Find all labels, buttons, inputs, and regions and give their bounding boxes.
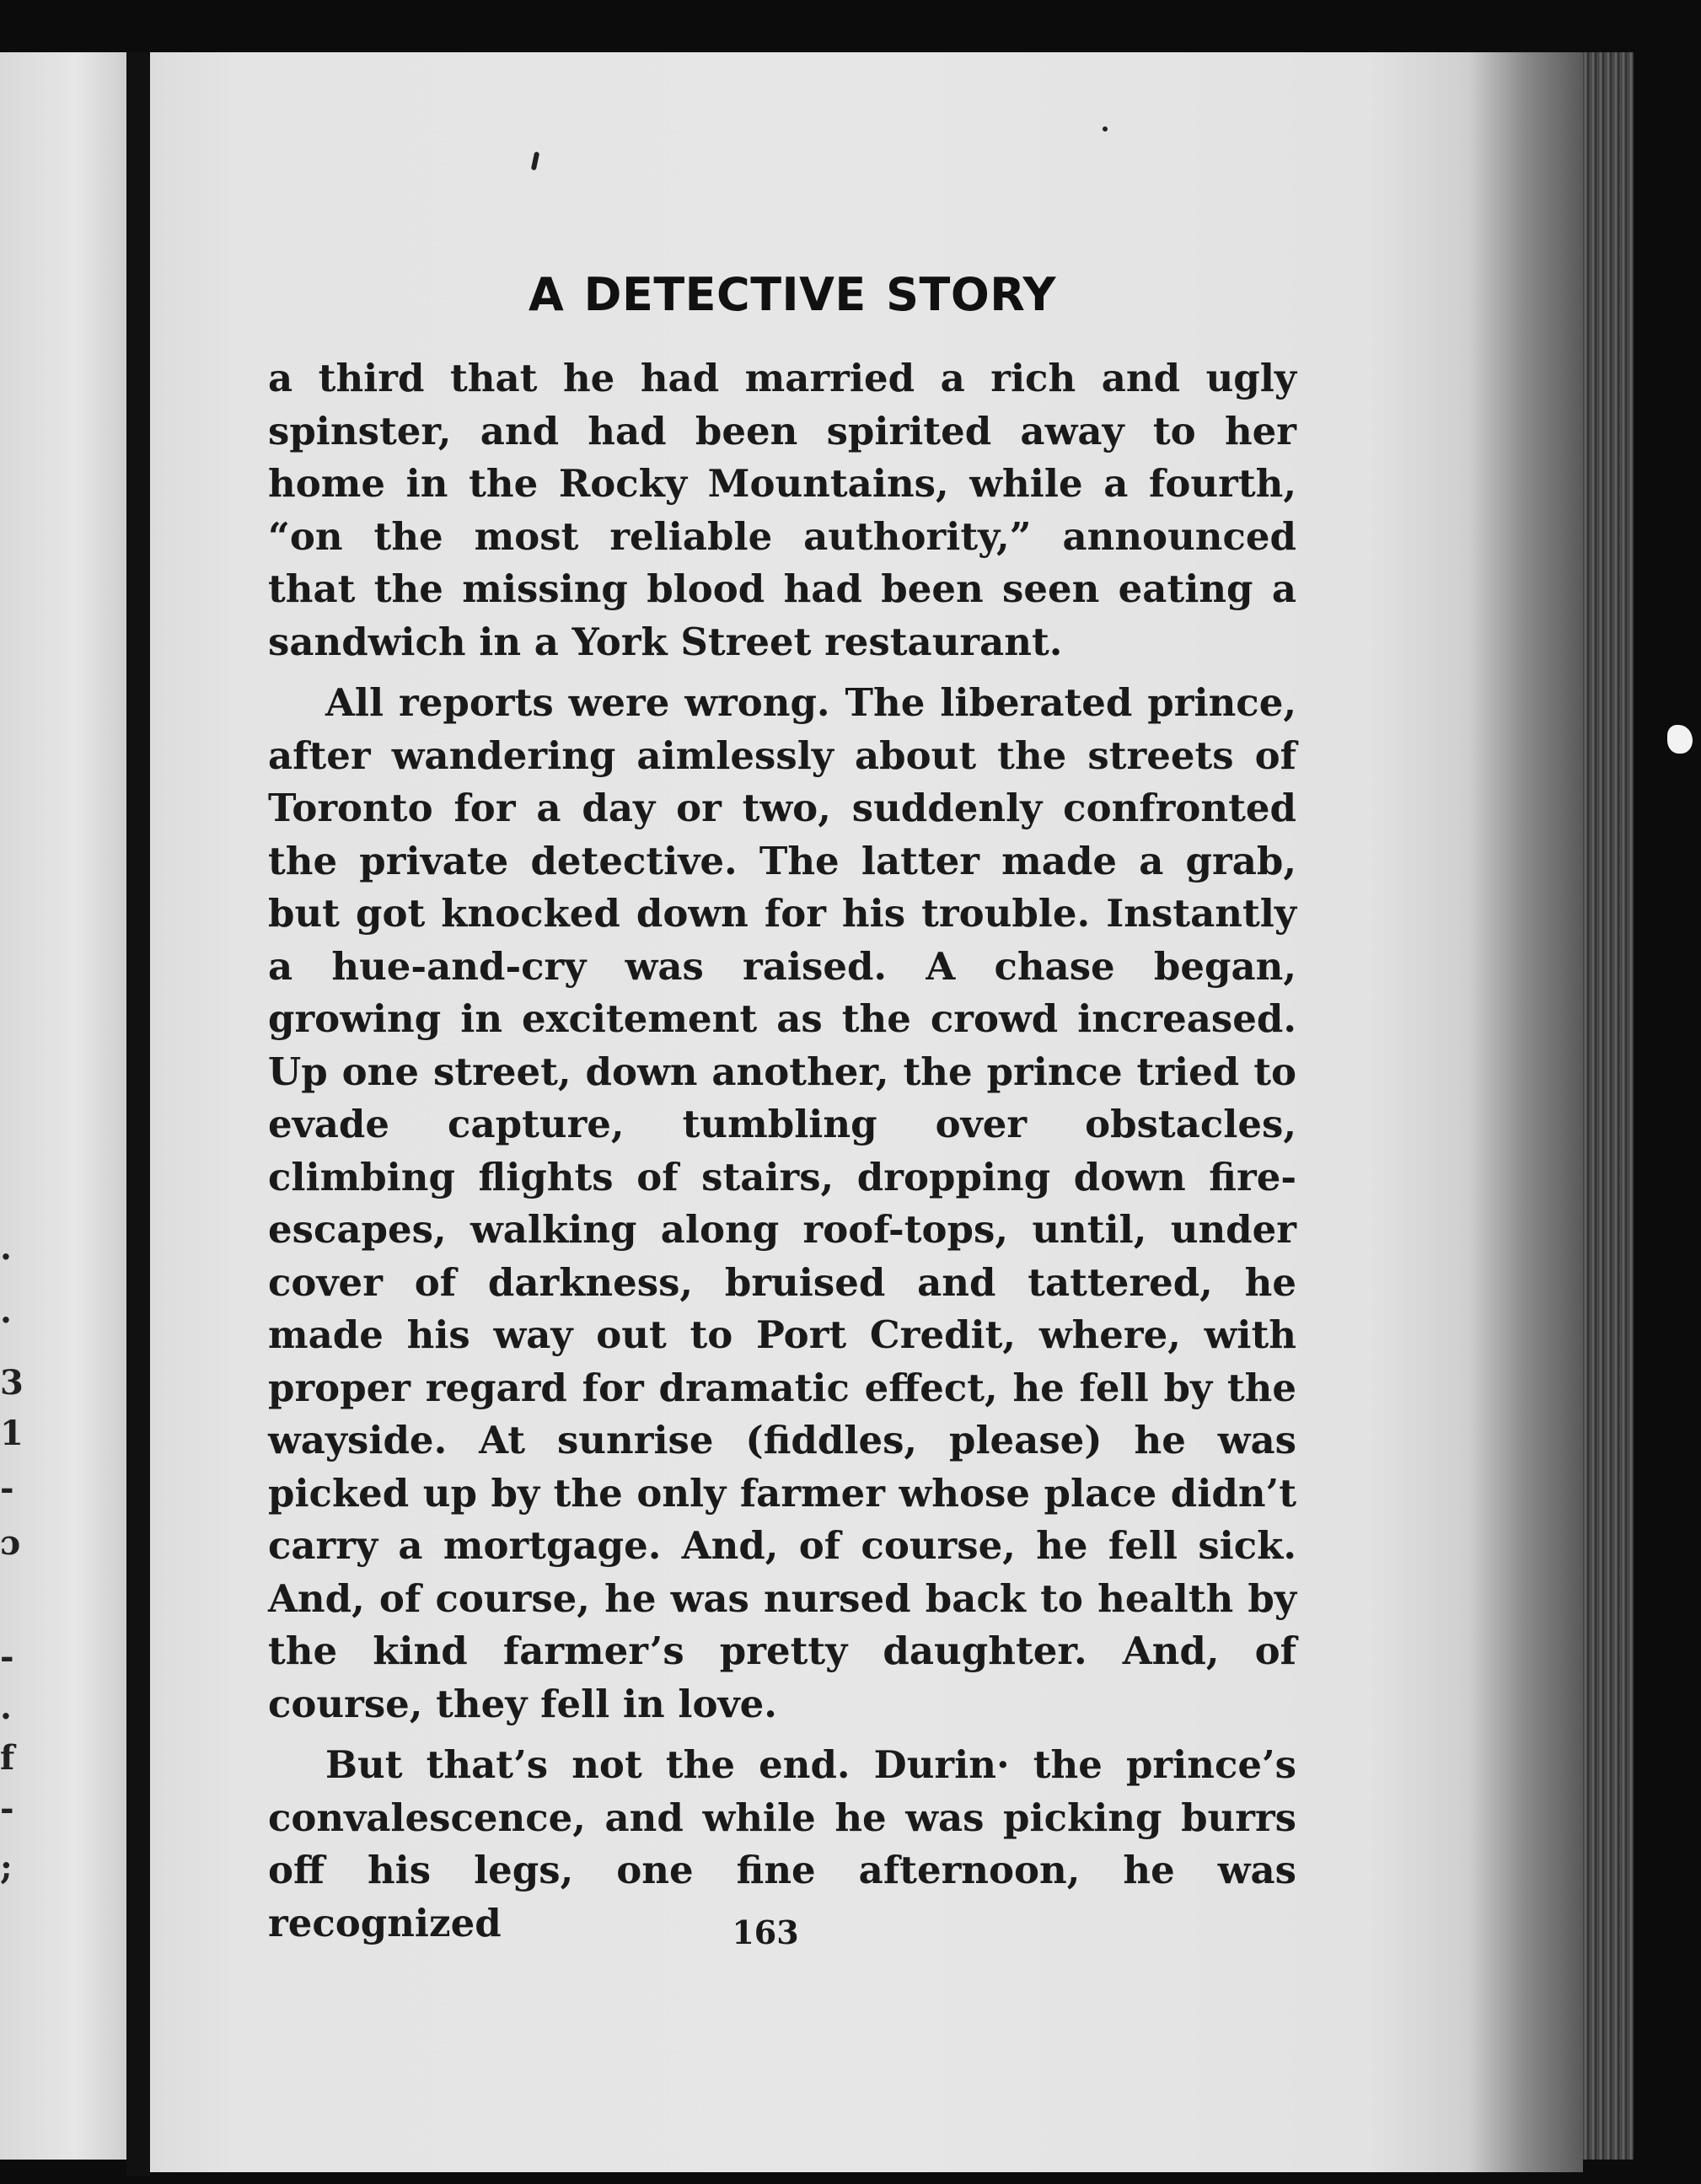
fragment: . bbox=[0, 1291, 12, 1331]
fragment: ; bbox=[0, 1848, 13, 1887]
fragment: - bbox=[0, 1468, 14, 1508]
fragment: ɔ bbox=[0, 1523, 21, 1563]
fragment: f bbox=[0, 1738, 15, 1778]
fragment: . bbox=[0, 1688, 12, 1727]
fragment: - bbox=[0, 1789, 14, 1828]
body-text bbox=[268, 352, 1296, 1950]
fragment: 3 bbox=[0, 1363, 24, 1403]
fragment: 1 bbox=[0, 1414, 24, 1453]
page-stack-edge bbox=[1583, 52, 1634, 2160]
previous-page-edge bbox=[0, 52, 126, 2160]
fragment: . bbox=[0, 1228, 12, 1268]
paragraph: All reports were wrong. The liberated prince, after wandering aimlessly about the streets of Toronto for a day or two, suddenly confronted the private detective. The latter made a grab, but got knocked down for his trouble. Instantly a hue-and-cry was raised. A chase began, growing in excitement as the crowd increased. Up one street, down another, the prince tried to evade capture, tumbling over obstacles, climbing flights of stairs, dropping down fire-escapes, walking along roof-tops, until, under cover of darkness, bruised and tattered, he made his way out to Port Credit, where, with proper regard for dramatic effect, he fell by the wayside. At sunrise (fiddles, please) he was picked up by the only farmer whose place didn’t carry a mortgage. And, of course, he fell sick. And, of course, he was nursed back to health by the kind farmer’s pretty daughter. And, of course, they fell in love. bbox=[268, 680, 1296, 1726]
book-gutter bbox=[126, 52, 150, 2176]
paragraph: But that’s not the end. Durin· the prince’s convalescence, and while he was picking burrs off his legs, one fine afternoon, he was recognized bbox=[268, 1742, 1296, 1945]
fragment: - bbox=[0, 1637, 14, 1677]
page-number: 163 bbox=[732, 1913, 799, 1951]
previous-page-text-fragments bbox=[0, 52, 24, 2160]
scan-speck bbox=[1103, 126, 1108, 131]
paragraph: a third that he had married a rich and ugly spinster, and had been spirited away to her home in the Rocky Mountains, while a fourth, “on the most reliable authority,” announced that the missing blood had been seen eating a sandwich in a York Street restaurant. bbox=[268, 356, 1296, 664]
scan-speck bbox=[1667, 725, 1693, 754]
running-head: A DETECTIVE STORY bbox=[529, 268, 1056, 321]
